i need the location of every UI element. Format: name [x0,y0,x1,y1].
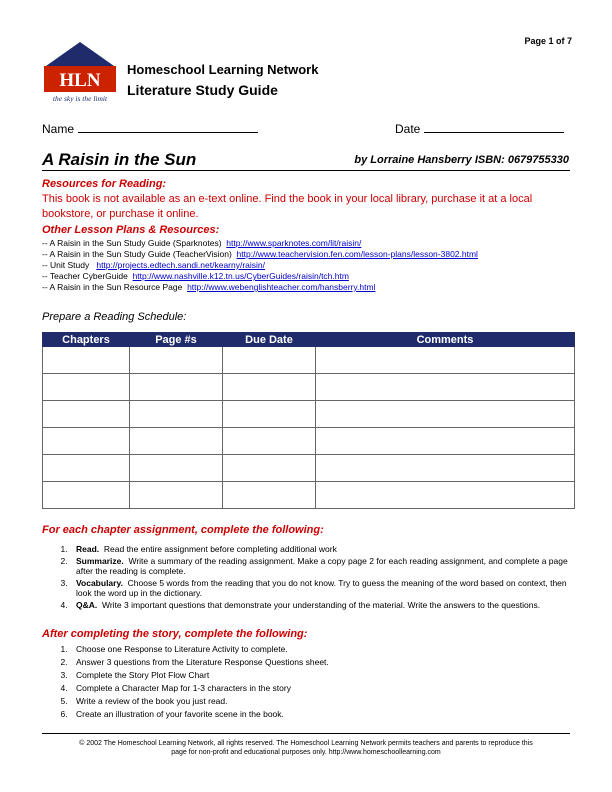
schedule-cell[interactable] [130,455,223,482]
col-chapters: Chapters [43,333,130,347]
footer-divider [42,733,570,734]
list-item: 4. Q&A. Write 3 important questions that demonstrate your understanding of the material. Write the answers to the questions. [70,600,572,610]
schedule-cell[interactable] [130,347,223,374]
list-item: 3. Complete the Story Plot Flow Chart [70,670,572,680]
list-item: 2. Summarize. Write a summary of the reading assignment. Make a copy page 2 for each reading assignment, and complete a page after the reading is complete. [70,556,572,576]
book-byline: by Lorraine Hansberry ISBN: 0679755330 [354,154,569,166]
lesson-plan-item: -- A Raisin in the Sun Study Guide (TeacherVision) http://www.teachervision.fen.com/lesson-plans/lesson-3802.html [42,249,478,259]
schedule-cell[interactable] [223,401,316,428]
schedule-cell[interactable] [223,482,316,509]
schedule-cell[interactable] [316,482,575,509]
list-item: 2. Answer 3 questions from the Literature Response Questions sheet. [70,657,572,667]
list-item: 1. Choose one Response to Literature Activity to complete. [70,644,572,654]
table-row [43,428,575,455]
org-name: Homeschool Learning Network [127,62,319,77]
schedule-cell[interactable] [43,347,130,374]
logo-letters: HLN [59,70,101,91]
list-item: 6. Create an illustration of your favorite scene in the book. [70,709,572,719]
schedule-cell[interactable] [223,455,316,482]
title-divider [42,170,570,171]
schedule-cell[interactable] [43,374,130,401]
schedule-cell[interactable] [316,428,575,455]
list-item: 1. Read. Read the entire assignment before completing additional work [70,544,572,554]
col-comments: Comments [316,333,575,347]
lesson-plan-link[interactable]: http://www.teachervision.fen.com/lesson-plans/lesson-3802.html [236,249,478,259]
list-item: 5. Write a review of the book you just read. [70,696,572,706]
list-item: 3. Vocabulary. Choose 5 words from the reading that you do not know. Try to guess the meaning of the word based on context, then look the word up in the dictionary. [70,578,572,598]
schedule-cell[interactable] [43,455,130,482]
schedule-cell[interactable] [130,401,223,428]
resources-text: This book is not available as an e-text online. Find the book in your local library, purchase it at a local bookstore, or purchase it online. [42,193,533,220]
name-label: Name [42,122,75,136]
col-due-date: Due Date [223,333,316,347]
guide-subtitle: Literature Study Guide [127,82,278,98]
name-field[interactable] [42,120,258,138]
page-number: Page 1 of 7 [524,36,572,46]
schedule-cell[interactable] [43,401,130,428]
schedule-cell[interactable] [223,428,316,455]
logo-tagline: the sky is the limit [52,94,108,103]
book-title: A Raisin in the Sun [42,150,197,169]
lesson-plan-item: -- A Raisin in the Sun Study Guide (Sparknotes) http://www.sparknotes.com/lit/raisin/ [42,238,362,248]
lesson-plan-link[interactable]: http://www.webenglishteacher.com/hansberry.html [187,282,376,292]
table-row [43,347,575,374]
schedule-cell[interactable] [130,482,223,509]
name-line [78,121,258,133]
list-item: 4. Complete a Character Map for 1-3 characters in the story [70,683,572,693]
schedule-cell[interactable] [43,428,130,455]
schedule-cell[interactable] [223,347,316,374]
lesson-plan-link[interactable]: http://www.nashville.k12.tn.us/CyberGuides/raisin/tch.htm [132,271,349,281]
after-story-steps [42,640,572,722]
date-field[interactable] [395,120,564,138]
lesson-plan-item: -- A Raisin in the Sun Resource Page http://www.webenglishteacher.com/hansberry.html [42,282,376,292]
table-row [43,482,575,509]
schedule-cell[interactable] [43,482,130,509]
lesson-plan-item: -- Unit Study http://projects.edtech.sandi.net/kearny/raisin/ [42,260,266,270]
lesson-plan-item: -- Teacher CyberGuide http://www.nashville.k12.tn.us/CyberGuides/raisin/tch.htm [42,271,349,281]
lesson-plans-list [42,238,478,293]
date-line [424,121,564,133]
table-row [43,455,575,482]
after-story-heading: After completing the story, complete the following: [42,628,308,640]
schedule-label: Prepare a Reading Schedule: [42,311,187,323]
table-row [43,401,575,428]
chapter-steps-heading: For each chapter assignment, complete the following: [42,524,324,536]
chapter-steps [42,540,572,612]
schedule-cell[interactable] [316,455,575,482]
schedule-cell[interactable] [223,374,316,401]
lesson-plan-link[interactable]: http://www.sparknotes.com/lit/raisin/ [226,238,362,248]
schedule-cell[interactable] [130,428,223,455]
lesson-plan-link[interactable]: http://projects.edtech.sandi.net/kearny/raisin/ [96,260,266,270]
lesson-plans-heading: Other Lesson Plans & Resources: [42,224,220,236]
schedule-cell[interactable] [316,401,575,428]
date-label: Date [395,122,421,136]
table-row [43,374,575,401]
schedule-cell[interactable] [130,374,223,401]
reading-schedule-table [42,332,575,509]
schedule-cell[interactable] [316,374,575,401]
col-page-numbers: Page #s [130,333,223,347]
resources-heading: Resources for Reading: [42,178,167,190]
hln-logo [42,40,118,104]
schedule-cell[interactable] [316,347,575,374]
footer-copyright: © 2002 The Homeschool Learning Network, all rights reserved. The Homeschool Learning Network permits teachers and parents to reproduce this page for non-profit and educational purposes only. http://www.homeschoollearning.com [79,740,533,756]
